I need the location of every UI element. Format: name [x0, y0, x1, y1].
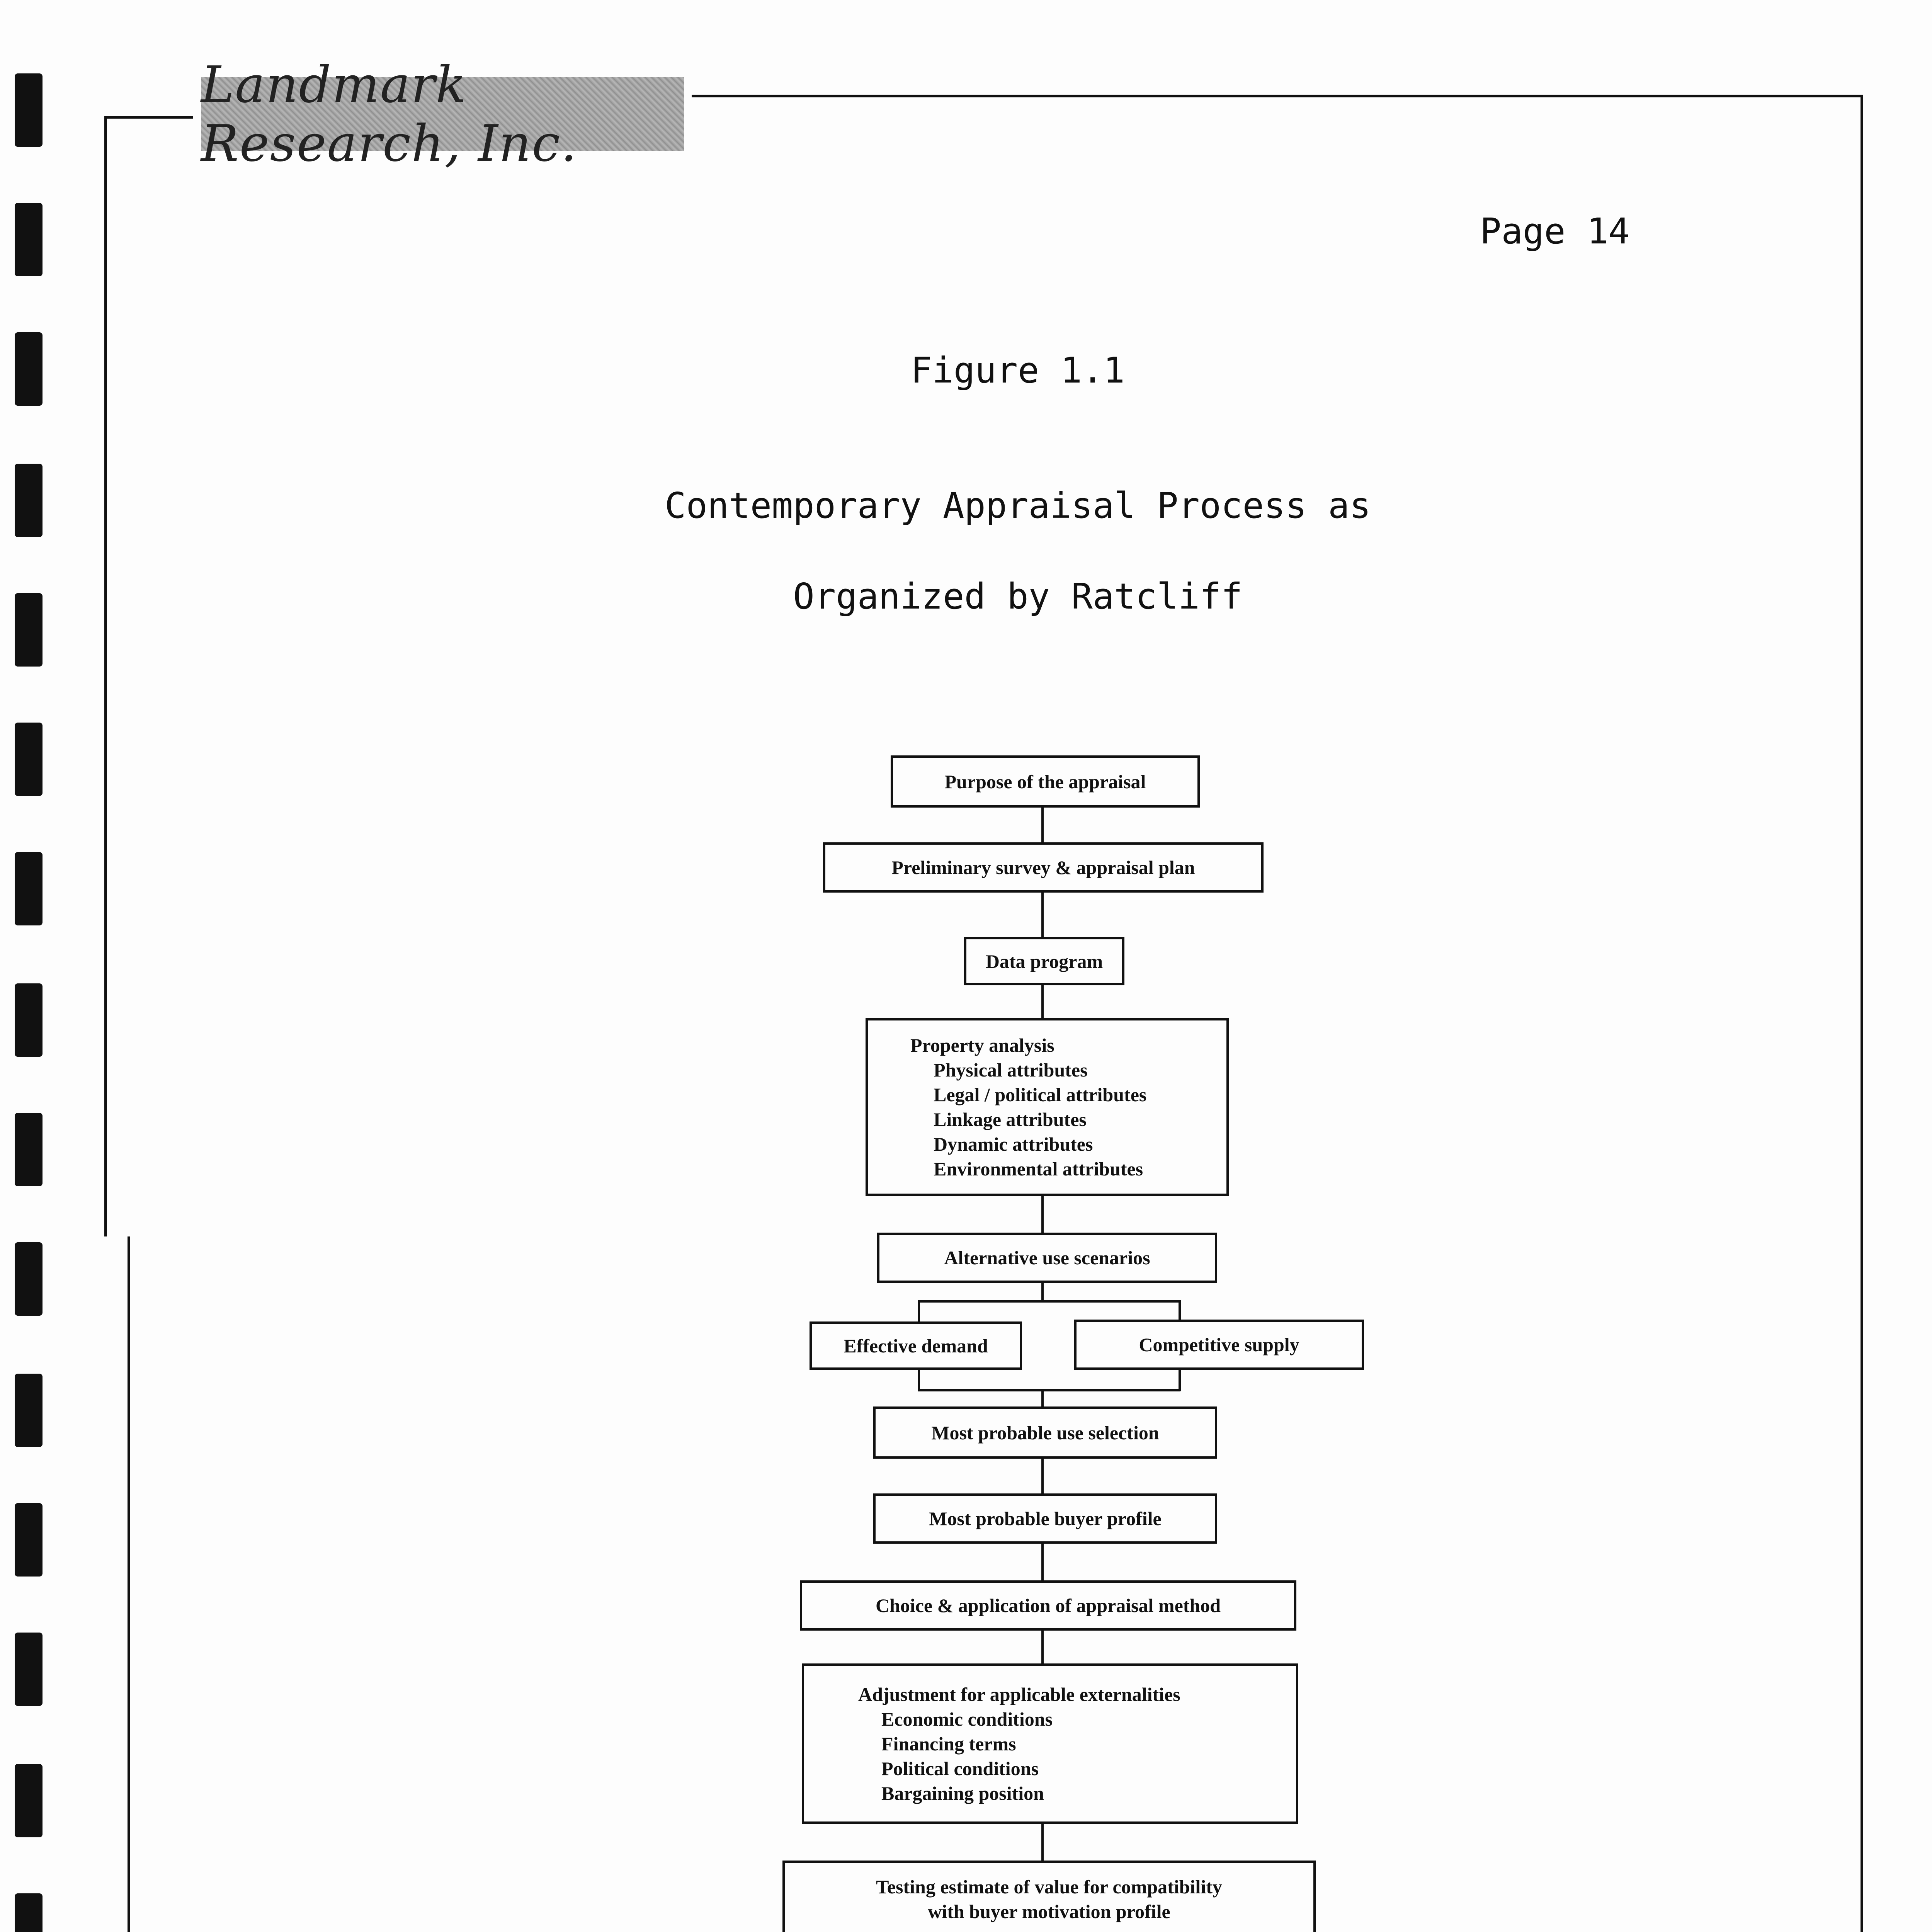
page-number: Page 14 — [1480, 211, 1630, 252]
connector-split — [918, 1300, 1180, 1303]
box-item: Political conditions — [881, 1757, 1039, 1779]
box-title: Adjustment for applicable externalities — [858, 1683, 1180, 1705]
connector — [1041, 1629, 1044, 1665]
box-label: Data program — [985, 950, 1103, 972]
box-adjustment — [802, 1663, 1298, 1824]
connector — [1041, 1822, 1044, 1862]
connector — [1041, 806, 1044, 844]
box-item: Legal / political attributes — [934, 1084, 1147, 1105]
box-item: Dynamic attributes — [934, 1133, 1093, 1155]
connector — [918, 1368, 920, 1391]
box-effective-demand — [810, 1321, 1022, 1370]
connector — [1041, 1194, 1044, 1235]
box-choice-method — [800, 1580, 1296, 1631]
connector-merge — [918, 1389, 1180, 1391]
box-purpose — [891, 755, 1200, 808]
box-label: Most probable buyer profile — [929, 1508, 1162, 1529]
box-title: Property analysis — [910, 1034, 1054, 1056]
connector — [1041, 1457, 1044, 1495]
box-data-program — [964, 937, 1124, 985]
connector — [1041, 1389, 1044, 1408]
box-property-analysis — [866, 1018, 1229, 1196]
box-item: Economic conditions — [881, 1708, 1053, 1730]
box-item: Financing terms — [881, 1733, 1016, 1755]
box-most-probable-buyer — [873, 1493, 1217, 1544]
connector — [918, 1300, 920, 1323]
box-label: Competitive supply — [1139, 1334, 1299, 1355]
figure-title-line-1: Contemporary Appraisal Process as — [665, 485, 1371, 526]
box-item: Linkage attributes — [934, 1109, 1087, 1130]
box-label-line-1: Testing estimate of value for compatibility — [876, 1876, 1222, 1898]
connector — [1041, 1281, 1044, 1302]
box-label: Purpose of the appraisal — [944, 770, 1146, 793]
logo-text: Landmark Research, Inc. — [201, 55, 578, 173]
box-label: Most probable use selection — [931, 1422, 1159, 1444]
box-label: Preliminary survey & appraisal plan — [891, 857, 1195, 878]
box-alternative-use — [877, 1233, 1217, 1283]
connector — [1041, 983, 1044, 1020]
box-competitive-supply — [1074, 1320, 1364, 1370]
box-item: Environmental attributes — [934, 1158, 1143, 1180]
box-most-probable-use — [873, 1406, 1217, 1459]
box-label: Alternative use scenarios — [944, 1247, 1150, 1269]
connector — [1041, 891, 1044, 939]
box-label-line-2: with buyer motivation profile — [928, 1901, 1170, 1922]
box-item: Physical attributes — [934, 1059, 1088, 1081]
box-label: Effective demand — [844, 1335, 988, 1357]
box-label: Choice & application of appraisal method — [875, 1595, 1221, 1616]
box-item: Bargaining position — [881, 1782, 1044, 1804]
figure-title-line-2: Organized by Ratcliff — [793, 576, 1243, 617]
connector — [1041, 1542, 1044, 1582]
figure-label: Figure 1.1 — [911, 350, 1125, 391]
box-testing-estimate — [782, 1861, 1316, 1932]
box-preliminary-survey — [823, 842, 1264, 893]
connector — [1179, 1368, 1181, 1391]
